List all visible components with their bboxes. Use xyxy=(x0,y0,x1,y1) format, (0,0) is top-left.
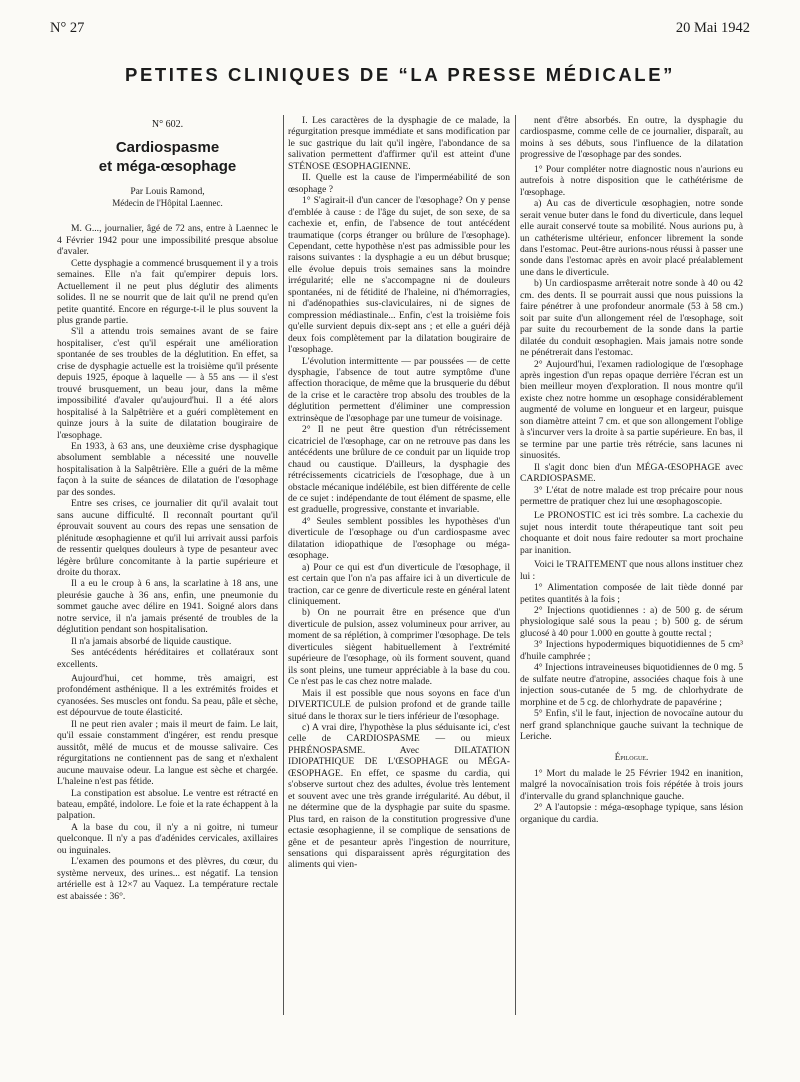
paragraph: 2° A l'autopsie : méga-œsophage typique, sans lésion organique du cardia. xyxy=(520,802,743,825)
article-author: Par Louis Ramond, xyxy=(130,186,205,198)
paragraph: L'examen des poumons et des plèvres, du cœur, du système nerveux, des urines... est négatif. La tension artérielle est à 12×7 au Vaquez. La température rectale est abaissée : 36°. xyxy=(57,856,278,902)
paragraph: M. G..., journalier, âgé de 72 ans, entre à Laennec le 4 Février 1942 pour une impossibilité presque absolue d'avaler. xyxy=(57,223,278,258)
paragraph: En 1933, à 63 ans, une deuxième crise dysphagique absolument semblable a nécessité une nouvelle hospitalisation à la Salpêtrière. Elle a guéri de la même façon à la suite de séances de dilatation de l'œsophage par des sondes. xyxy=(57,440,278,498)
paragraph: 4° Injections intraveineuses biquotidiennes de 0 mg. 5 de sulfate neutre d'atropine, associées chaque fois à une injection sous-cutanée de 5 mg. de chlorhydrate de morphine et de 5 cg. de chlorhydrate de papavérine ; xyxy=(520,662,743,708)
paragraph: Mais il est possible que nous soyons en face d'un DIVERTICULE de pulsion profond et de grande taille situé dans le thorax sur le tiers inférieur de l'œsophage. xyxy=(288,687,510,722)
article-title-line-2: et méga-œsophage xyxy=(98,158,237,176)
paragraph: b) On ne pourrait être en présence que d'un diverticule de pulsion, assez volumineux pour arriver, au moment de sa réplétion, à comprimer l'œsophage. De tels diverticules siègent habituellement à l'extrémité supérieure de l'œsophage, où ils forment souvent, quand ils sont pleins, une tumeur appréciable à la base du cou. Ce n'est pas le cas chez notre malade. xyxy=(288,607,510,688)
paragraph: 2° Injections quotidiennes : a) de 500 g. de sérum physiologique salé sous la peau ; b) 500 g. de sérum glucosé à 40 pour 1.000 en goutte à goutte rectal ; xyxy=(520,605,743,639)
issue-number: N° 27 xyxy=(50,20,85,36)
paragraph: Il a eu le croup à 6 ans, la scarlatine à 18 ans, une pleurésie gauche à 36 ans, enfin, une pneumonie du sommet gauche avec délire en 1941. Soigné alors dans notre service, il n'a jamais présenté de troubles de la déglutition pendant son hospitalisation. xyxy=(57,578,278,636)
paragraph: a) Pour ce qui est d'un diverticule de l'œsophage, il est certain que l'on n'a pas affaire ici à un diverticule de traction, car ce genre de diverticule reste en général latent cliniquement. xyxy=(288,561,510,608)
paragraph: 3° L'état de notre malade est trop précaire pour nous permettre de pratiquer chez lui une œsophagoscopie. xyxy=(520,484,743,507)
paragraph: I. Les caractères de la dysphagie de ce malade, la régurgitation presque immédiate et sans modification par le suc gastrique du lait qu'il ingère, l'abondance de sa salivation permettent d'affirmer qu'il est atteint d'une STÉNOSE ŒSOPHAGIENNE. xyxy=(288,115,510,172)
article-number: N° 602. xyxy=(151,119,184,130)
paragraph: La constipation est absolue. Le ventre est rétracté en bateau, empâté, indolore. Le foie et la rate échappent à la palpation. xyxy=(57,787,278,822)
article-title xyxy=(57,138,278,176)
paragraph: L'évolution intermittente — par poussées — de cette dysphagie, l'absence de tout autre symptôme d'une affection thoracique, de même que la brusquerie du début de la crise et le caractère trop absolu des troubles de la déglutition permettent d'éliminer une compression extrinsèque de l'œsophage par une tumeur de voisinage. xyxy=(288,355,510,424)
paragraph: a) Au cas de diverticule œsophagien, notre sonde serait venue buter dans le fond du diverticule, dans lequel elle aurait conservé toute sa mobilité. Nous aurions pu, à un cathéterisme ultérieur, enfoncer librement la sonde dans l'estomac. Peut-être aurions-nous réussi à passer une sonde dans l'estomac après en avoir placé préalablement une dans le diverticule. xyxy=(520,198,743,278)
column-1 xyxy=(57,115,278,902)
paragraph: 2° Aujourd'hui, l'examen radiologique de l'œsophage après ingestion d'un repas opaque derrière l'écran est un bien meilleur moyen d'exploration. Il nous montre qu'il existe chez notre homme un œsophage considérablement augmenté de volume en longueur et en largeur, puisque son diamètre atteint 7 cm. et que son allongement l'oblige à s'incurver vers la droite à sa partie supérieure. En bas, il se termine par une partie très rétrécie, sans lacunes ni sinuosités. xyxy=(520,358,743,462)
paragraph: 4° Seules semblent possibles les hypothèses d'un diverticule de l'œsophage ou d'un cardiospasme avec dilatation idiopathique de l'œsophage ou méga-œsophage. xyxy=(288,515,510,562)
issue-date: 20 Mai 1942 xyxy=(675,20,750,36)
paragraph: Il n'a jamais absorbé de liquide caustique. xyxy=(71,635,232,647)
paragraph: Il s'agit donc bien d'un MÉGA-ŒSOPHAGE avec CARDIOSPASME. xyxy=(520,461,743,485)
paragraph: 1° Alimentation composée de lait tiède donné par petites quantités à la fois ; xyxy=(520,582,743,605)
paragraph: b) Un cardiospasme arrêterait notre sonde à 40 ou 42 cm. des dents. Il se pourrait aussi que nous puissions la faire pénétrer à une profondeur anormale (53 à 58 cm.) soit par suite d'un allongement réel de l'œsophage, soit par suite du recourbement de la sonde dans la partie dilatée du conduit œsophagien. Mais jamais notre sonde ne pénétrerait dans l'estomac. xyxy=(520,278,743,359)
paragraph: Voici le TRAITEMENT que nous allons instituer chez lui : xyxy=(520,559,743,582)
epilogue-heading: Épilogue. xyxy=(614,752,649,763)
paragraph: 5° Enfin, s'il le faut, injection de novocaïne autour du nerf grand splanchnique gauche suivant la technique de Leriche. xyxy=(520,708,743,743)
paragraph: Ses antécédents héréditaires et collatéraux sont excellents. xyxy=(57,647,278,670)
paragraph: 2° Il ne peut être question d'un rétrécissement cicatriciel de l'œsophage, car on ne retrouve pas dans les antécédents une brûlure de ce conduit par un liquide trop chaud ou caustique. D'ailleurs, la dysphagie des rétrécissements cicatriciels de l'œsophage, due à un obstacle mécanique indélébile, est bien différente de celle de ce sujet : indépendante de tout élément de spasme, elle est graduelle, progressive, constante et invariable. xyxy=(288,424,510,516)
paragraph: 3° Injections hypodermiques biquotidiennes de 5 cm³ d'huile camphrée ; xyxy=(520,639,743,662)
paragraph: Il ne peut rien avaler ; mais il meurt de faim. Le lait, qu'il essaie constamment d'ingérer, est rendu presque aussitôt, mêlé de mucus et de mousse salivaire. Ces régurgitations ne contiennent pas de sang et n'exhalent aucune mauvaise odeur. La langue est sèche et chargée. L'haleine n'est pas fétide. xyxy=(57,718,278,788)
paragraph: Aujourd'hui, cet homme, très amaigri, est profondément asthénique. Il a les extrémités froides et cyanosées. Ses muscles ont fondu. Sa peau, pâle et sèche, est dépourvue de toute élasticité. xyxy=(57,673,278,719)
paragraph: II. Quelle est la cause de l'imperméabilité de son œsophage ? xyxy=(288,172,510,195)
paragraph: A la base du cou, il n'y a ni goitre, ni tumeur quelconque. Il n'y a pas d'adénides cervicales, axillaires ou inguinales. xyxy=(57,821,278,856)
column-divider xyxy=(515,115,516,1015)
column-3 xyxy=(520,115,743,825)
author-affiliation: Médecin de l'Hôpital Laennec. xyxy=(112,197,223,208)
paragraph: nent d'être absorbés. En outre, la dysphagie du cardiospasme, comme celle de ce journalier, disparaît, au moins à ses débuts, sous l'influence de la dilatation progressive de l'œsophage par des sondes. xyxy=(520,115,743,161)
paragraph: S'il a attendu trois semaines avant de se faire hospitaliser, c'est qu'il espérait une amélioration spontanée de ses troubles de la déglutition. En effet, sa crise de dysphagie actuelle est la troisième qu'il présente depuis 1925, époque à laquelle — à 55 ans — il s'est trouvé brusquement, un beau jour, dans la même impossibilité d'avaler qu'aujourd'hui. Il a été alors hospitalisé à la Salpêtrière et a guéri complètement en quinze jours à la suite de dilatation bougiraire de l'œsophage. xyxy=(57,326,278,441)
paragraph: 1° S'agirait-il d'un cancer de l'œsophage? On y pense d'emblée à cause : de l'âge du sujet, de son sexe, de sa cachexie et, enfin, de l'absence de tout antécédent traumatique (corps étranger ou brûlure de l'œsophage). Cependant, cette hypothèse n'est pas admissible pour les raisons suivantes : la dysphagie a eu un début brusque; elle évolue depuis trois semaines sans la moindre irrégularité; elle ne s'accompagne ni de douleurs spontanées, ni de fétidité de l'haleine, ni d'hémorragies, ni d'adénopathies sus-claviculaires, ni de signes de compression médiastinale... Enfin, c'est la troisième fois qu'elle survient depuis dix-sept ans ; et elle a guéri déjà deux fois complètement par la dilatation bougiraire de l'œsophage. xyxy=(288,195,510,356)
paragraph: c) A vrai dire, l'hypothèse la plus séduisante ici, c'est celle de CARDIOSPASME — ou mieux PHRÉNOSPASME. Avec DILATATION IDIOPATHIQUE DE L'ŒSOPHAGE ou MÉGA-ŒSOPHAGE. En effet, ce spasme du cardia, qui s'observe surtout chez des adultes, évolue très lentement et souvent avec une très grande irrégularité. Au début, il ne détermine que de la dysphagie par suite du spasme. Plus tard, en raison de la constitution progressive d'une ectasie œsophagienne, il se complique de sensations de gêne et de pesanteur après l'ingestion de nourriture, sensations qui disparaissent après régurgitation des aliments qui vien- xyxy=(288,722,510,871)
journal-masthead: PETITES CLINIQUES DE “LA PRESSE MÉDICALE” xyxy=(125,64,675,85)
running-header xyxy=(50,20,750,42)
paragraph: Cette dysphagie a commencé brusquement il y a trois semaines. Elle n'a fait qu'empirer depuis lors. Actuellement il ne peut plus déglutir des aliments solides. Il ne se nourrit que de lait qu'il ne prend qu'en petite quantité. Encore en régurge-t-il le plus souvent la plus grande partie. xyxy=(57,257,278,326)
column-divider xyxy=(283,115,284,1015)
paragraph: Entre ses crises, ce journalier dit qu'il avalait tout sans aucune difficulté. Il reconnaît pourtant qu'il éprouvait souvent au cours des repas une sensation de plénitude œsophagienne et qu'il lui arrivait aussi parfois de ressentir quelques douleurs à type de pesanteur avec légère brûlure concomitante à la partie supérieure et droite du thorax. xyxy=(57,498,278,578)
paragraph: Le PRONOSTIC est ici très sombre. La cachexie du sujet nous interdit toute thérapeutique tant soit peu choquante et doit nous faire redouter sa mort prochaine par inanition. xyxy=(520,510,743,556)
column-2 xyxy=(288,115,510,871)
article-title-line-1: Cardiospasme xyxy=(115,139,220,157)
paragraph: 1° Pour compléter notre diagnostic nous n'aurions eu autrefois à notre disposition que le cathétérisme de l'œsophage. xyxy=(520,163,743,198)
paragraph: 1° Mort du malade le 25 Février 1942 en inanition, malgré la novocaïnisation trois fois répétée à trois jours d'intervalle du grand splanchnique gauche. xyxy=(520,767,743,802)
